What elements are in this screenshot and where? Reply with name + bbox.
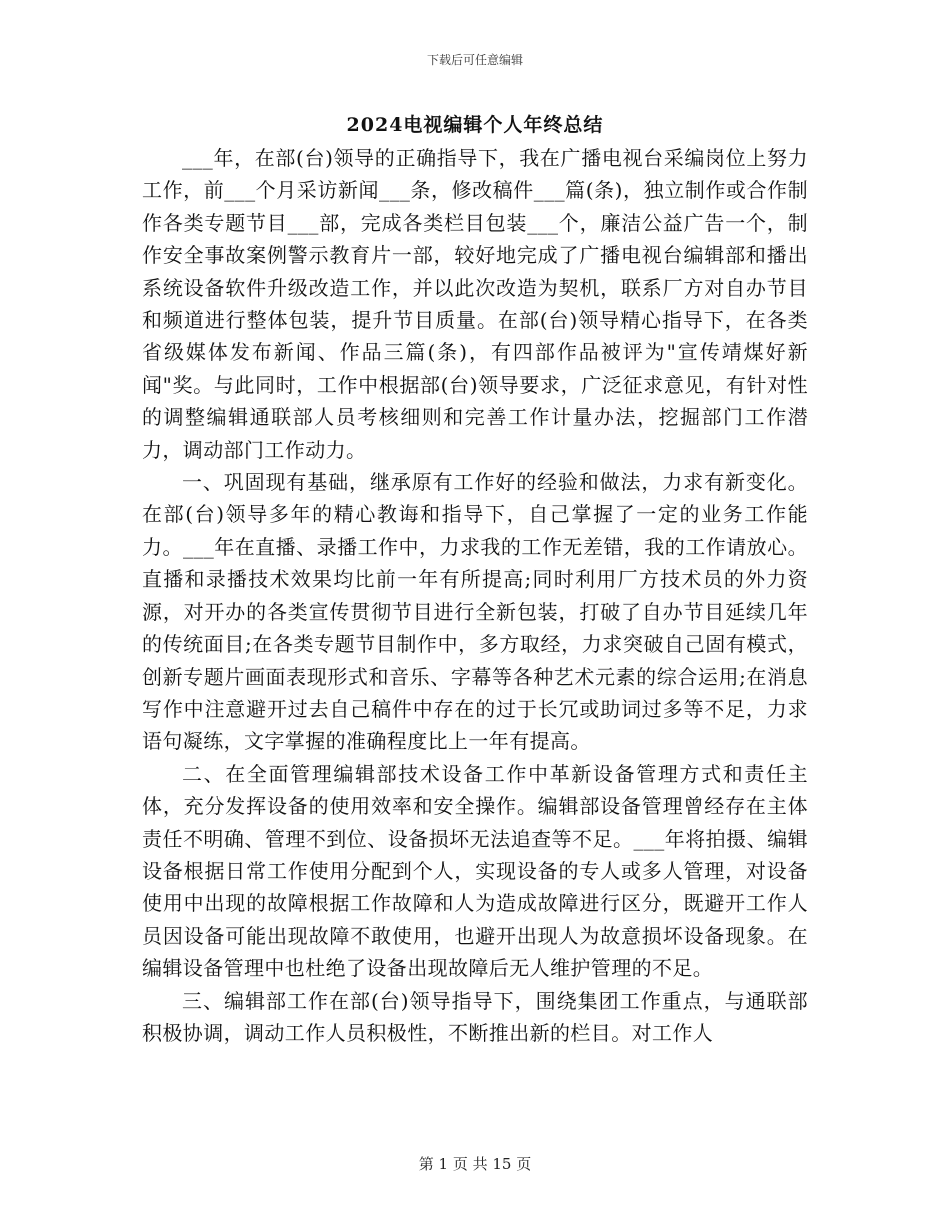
document-body (142, 142, 808, 1049)
paragraph-section-2: 二、在全面管理编辑部技术设备工作中革新设备管理方式和责任主体，充分发挥设备的使用效率和安全操作。编辑部设备管理曾经存在主体责任不明确、管理不到位、设备损坏无法追查等不足。___年将拍摄、编辑设备根据日常工作使用分配到个人，实现设备的专人或多人管理，对设备使用中出现的故障根据工作故障和人为造成故障进行区分，既避开工作人员因设备可能出现故障不敢使用，也避开出现人为故意损坏设备现象。在编辑设备管理中也杜绝了设备出现故障后无人维护管理的不足。 (142, 761, 808, 981)
page-header-note: 下载后可任意编辑 (426, 53, 523, 67)
paragraph-intro: ___年，在部(台)领导的正确指导下，我在广播电视台采编岗位上努力工作，前___个月采访新闻___条，修改稿件___篇(条)，独立制作或合作制作各类专题节目___部，完成各类栏目包装___个，廉洁公益广告一个，制作安全事故案例警示教育片一部，较好地完成了广播电视台编辑部和播出系统设备软件升级改造工作，并以此次改造为契机，联系厂方对自办节目和频道进行整体包装，提升节目质量。在部(台)领导精心指导下，在各类省级媒体发布新闻、作品三篇(条)，有四部作品被评为"宣传靖煤好新闻"奖。与此同时，工作中根据部(台)领导要求，广泛征求意见，有针对性的调整编辑通联部人员考核细则和完善工作计量办法，挖掘部门工作潜力，调动部门工作动力。 (142, 146, 808, 462)
paragraph-section-1: 一、巩固现有基础，继承原有工作好的经验和做法，力求有新变化。在部(台)领导多年的精心教诲和指导下，自己掌握了一定的业务工作能力。___年在直播、录播工作中，力求我的工作无差错，我的工作请放心。直播和录播技术效果均比前一年有所提高;同时利用厂方技术员的外力资源，对开办的各类宣传贯彻节目进行全新包装，打破了自办节目延续几年的传统面目;在各类专题节目制作中，多方取经，力求突破自己固有模式，创新专题片画面表现形式和音乐、字幕等各种艺术元素的综合运用;在消息写作中注意避开过去自己稿件中存在的过于长冗或助词过多等不足，力求语句凝练，文字掌握的准确程度比上一年有提高。 (142, 470, 808, 754)
paragraph-section-3: 三、编辑部工作在部(台)领导指导下，围绕集团工作重点，与通联部积极协调，调动工作人员积极性，不断推出新的栏目。对工作人 (142, 988, 808, 1045)
document-title: 2024电视编辑个人年终总结 (346, 114, 604, 136)
page-number-footer: 第 1 页 共 15 页 (418, 1155, 532, 1173)
